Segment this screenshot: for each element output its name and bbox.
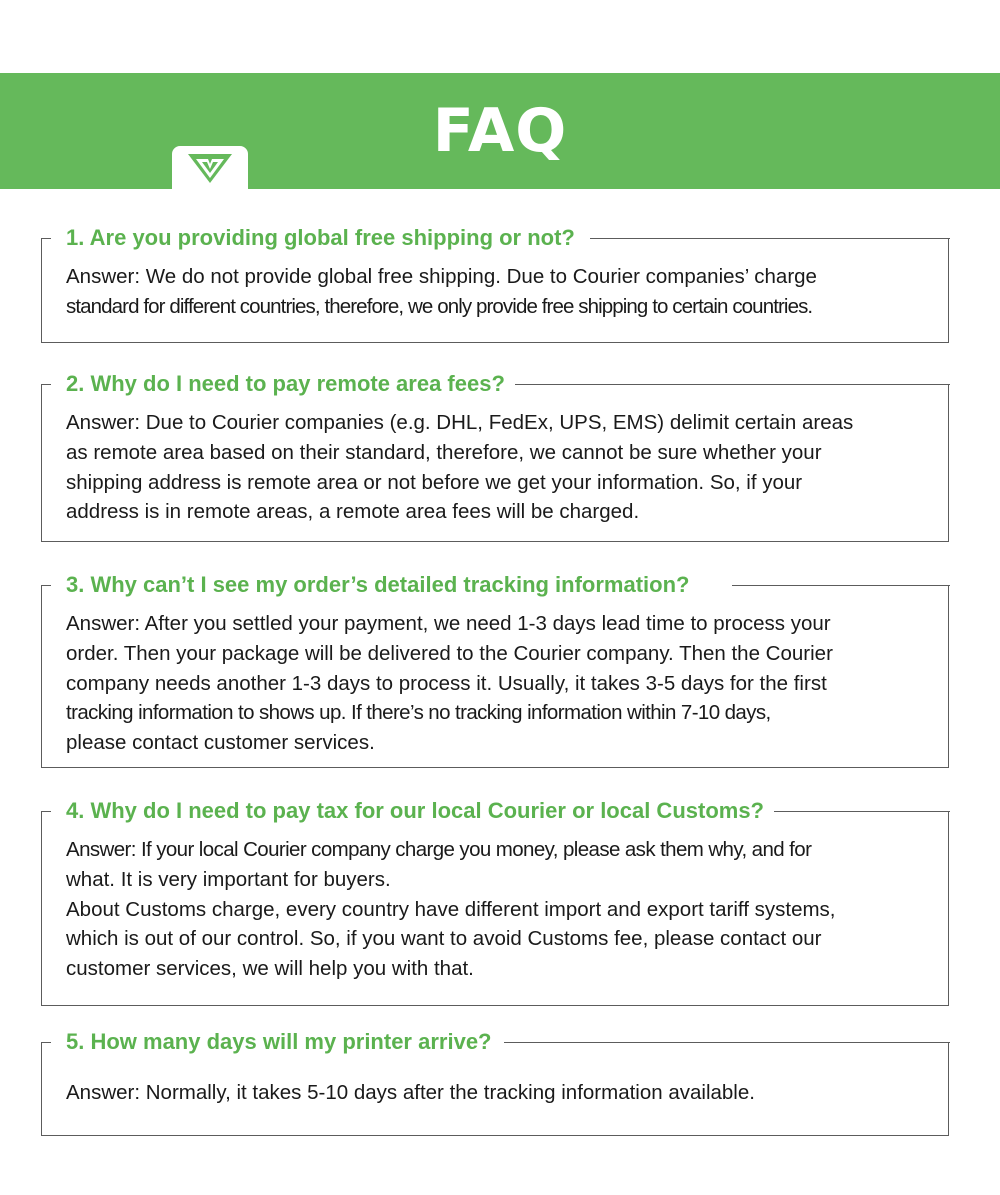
faq-answer: Answer: Due to Courier companies (e.g. DHL, FedEx, UPS, EMS) delimit certain areas as remote area based on their standard, therefore, we cannot be sure whether your shipping address is remote area or not before we get your information. So, if your address is in remote areas, a remote area fees will be charged. <box>66 411 854 524</box>
frame-line <box>504 1042 950 1043</box>
frame-line <box>41 1042 51 1043</box>
frame-line <box>512 384 950 385</box>
frame-line <box>590 238 950 239</box>
banner-title: FAQ <box>432 96 568 166</box>
faq-answer: Answer: We do not provide global free shipping. Due to Courier companies’ charge standard for different countries, therefore, we only provide free shipping to certain countries. <box>66 265 817 318</box>
faq-item-2 <box>41 371 949 542</box>
faq-question: 5. How many days will my printer arrive? <box>66 1025 502 1059</box>
logo-tab <box>172 146 248 190</box>
frame-line <box>41 585 51 586</box>
faq-answer: Answer: After you settled your payment, we need 1-3 days lead time to process your order. Then your package will be delivered to the Courier company. Then the Courier company needs another 1-3 days to process it. Usually, it takes 3-5 days for the first tracking information to shows up. If there’s no tracking information within 7-10 days, please contact customer services. <box>66 612 833 755</box>
frame-line <box>41 384 51 385</box>
faq-question: 4. Why do I need to pay tax for our local Courier or local Customs? <box>66 794 774 828</box>
faq-question: 2. Why do I need to pay remote area fees? <box>66 367 515 401</box>
frame-line <box>732 585 950 586</box>
faq-item-1 <box>41 225 949 343</box>
faq-item-4 <box>41 798 949 1006</box>
faq-banner <box>0 73 1000 189</box>
faq-question: 3. Why can’t I see my order’s detailed tracking information? <box>66 568 700 602</box>
frame-line <box>41 238 51 239</box>
faq-answer: Answer: Normally, it takes 5-10 days after the tracking information available. <box>66 1081 755 1104</box>
frame-line <box>774 811 950 812</box>
faq-item-3 <box>41 572 949 768</box>
faq-question: 1. Are you providing global free shipping or not? <box>66 221 585 255</box>
faq-item-5 <box>41 1029 949 1136</box>
frame-line <box>41 811 51 812</box>
brand-logo-icon <box>187 152 233 184</box>
faq-answer: Answer: If your local Courier company charge you money, please ask them why, and for what. It is very important for buyers. About Customs charge, every country have different import and export tariff systems, which is out of our control. So, if you want to avoid Customs fee, please contact our customer services, we will help you with that. <box>66 838 836 981</box>
